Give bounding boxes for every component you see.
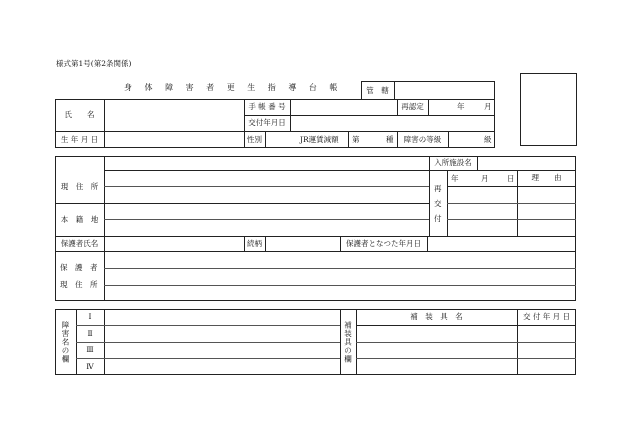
koufu-nengappi-label: 交付年月日 (248, 118, 286, 128)
hogosha-shimei-label: 保護者氏名 (60, 238, 99, 248)
zokugara-label: 続柄 (247, 238, 262, 248)
riyu-label: 理 由 (531, 173, 562, 183)
fu-label: 付 (434, 214, 442, 223)
form-id: 様式第1号(第2条関係) (56, 59, 132, 68)
roman-2: Ⅱ (87, 328, 93, 338)
saikoufu-month: 月 (481, 174, 489, 183)
saikoufu-year: 年 (451, 174, 459, 183)
seibetsu-label: 性別 (247, 134, 262, 144)
saininte-month: 月 (484, 102, 492, 111)
hosougu-mei-label: 補 装 具 名 (410, 312, 463, 322)
sai-label: 再 (434, 184, 442, 193)
shu-label: 種 (386, 135, 394, 144)
hogosha-genjusho-label: 現 住 所 (60, 280, 98, 289)
kou-label: 交 (434, 199, 442, 208)
hosougu-label: 補装具の欄 (343, 320, 353, 364)
kanri-label: 管 轄 (366, 85, 389, 95)
saininte-label: 再認定 (401, 102, 424, 112)
roman-1: Ⅰ (88, 312, 92, 322)
genjusho-label: 現 住 所 (60, 181, 99, 191)
shougai-mei-label: 障害名の欄 (61, 320, 70, 364)
roman-3: Ⅲ (86, 345, 94, 355)
saininte-year: 年 (457, 102, 465, 111)
hogosha-label: 保 護 者 (60, 263, 98, 272)
hogosha-nengappi-label: 保護者となつた年月日 (346, 238, 421, 248)
nyusho-label: 入所施設名 (434, 158, 472, 168)
photo-box (520, 73, 577, 146)
saikoufu-day: 日 (507, 174, 515, 183)
dai-label: 第 (352, 135, 360, 144)
roman-4: Ⅳ (86, 361, 94, 371)
page-title: 身 体 障 害 者 更 生 指 導 台 帳 (124, 83, 343, 92)
techo-bango-label: 手 帳 番 号 (248, 102, 286, 112)
jr-label: JR運賃減額 (300, 135, 339, 144)
kyu-label: 級 (484, 135, 492, 144)
toukyu-label: 障害の等級 (403, 134, 442, 144)
koufu-nengappi-header: 交 付 年 月 日 (522, 312, 571, 322)
seinengappi-label: 生 年 月 日 (60, 134, 99, 144)
shimei-label: 氏 名 (64, 110, 95, 120)
honseki-label: 本 籍 地 (60, 214, 99, 224)
